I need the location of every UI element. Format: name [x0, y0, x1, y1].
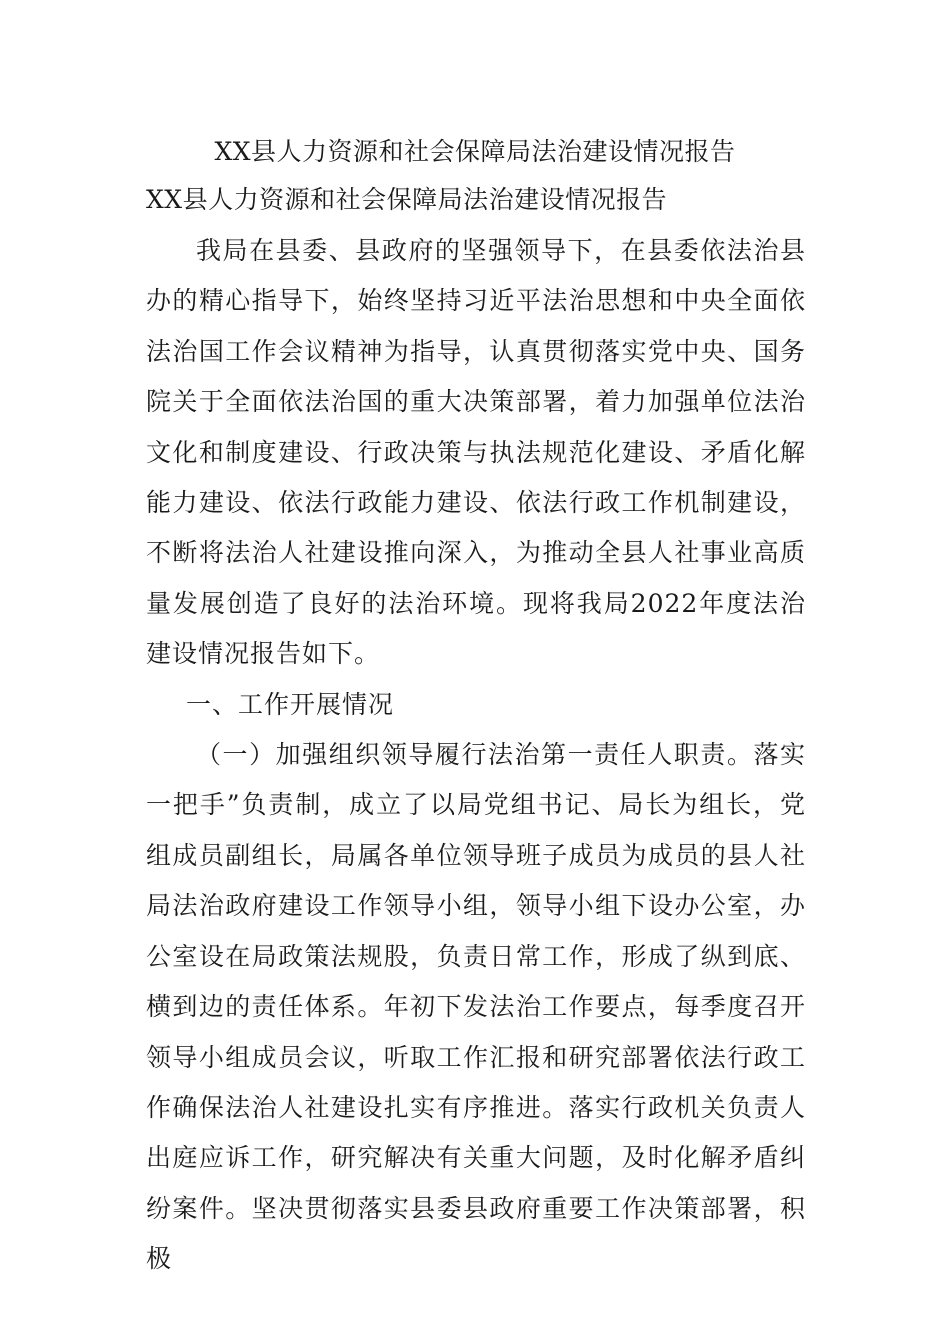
- document-body: [146, 226, 806, 1285]
- subsection-paragraph: （一）加强组织领导履行法治第一责任人职责。落实一把手”负责制，成立了以局党组书记、局长为组长，党组成员副组长，局属各单位领导班子成员为成员的县人社局法治政府建设工作领导小组，领导小组下设办公室，办公室设在局政策法规股，负责日常工作，形成了纵到底、横到边的责任体系。年初下发法治工作要点，每季度召开领导小组成员会议，听取工作汇报和研究部署依法行政工作确保法治人社建设扎实有序推进。落实行政机关负责人出庭应诉工作，研究解决有关重大问题，及时化解矛盾纠纷案件。坚决贯彻落实县委县政府重要工作决策部署，积极: [146, 740, 806, 1274]
- section-heading: 一、工作开展情况: [186, 689, 395, 719]
- intro-paragraph: 我局在县委、县政府的坚强领导下，在县委依法治县办的精心指导下，始终坚持习近平法治思想和中央全面依法治国工作会议精神为指导，认真贯彻落实党中央、国务院关于全面依法治国的重大决策部署，着力加强单位法治文化和制度建设、行政决策与执法规范化建设、矛盾化解能力建设、依法行政能力建设、依法行政工作机制建设，不断将法治人社建设推向深入，为推动全县人社事业高质量发展创造了良好的法治环境。现将我局2022年度法治建设情况报告如下。: [146, 236, 806, 669]
- document-title-left: XX县人力资源和社会保障局法治建设情况报告: [146, 185, 668, 214]
- document-title-centered: XX县人力资源和社会保障局法治建设情况报告: [214, 137, 736, 166]
